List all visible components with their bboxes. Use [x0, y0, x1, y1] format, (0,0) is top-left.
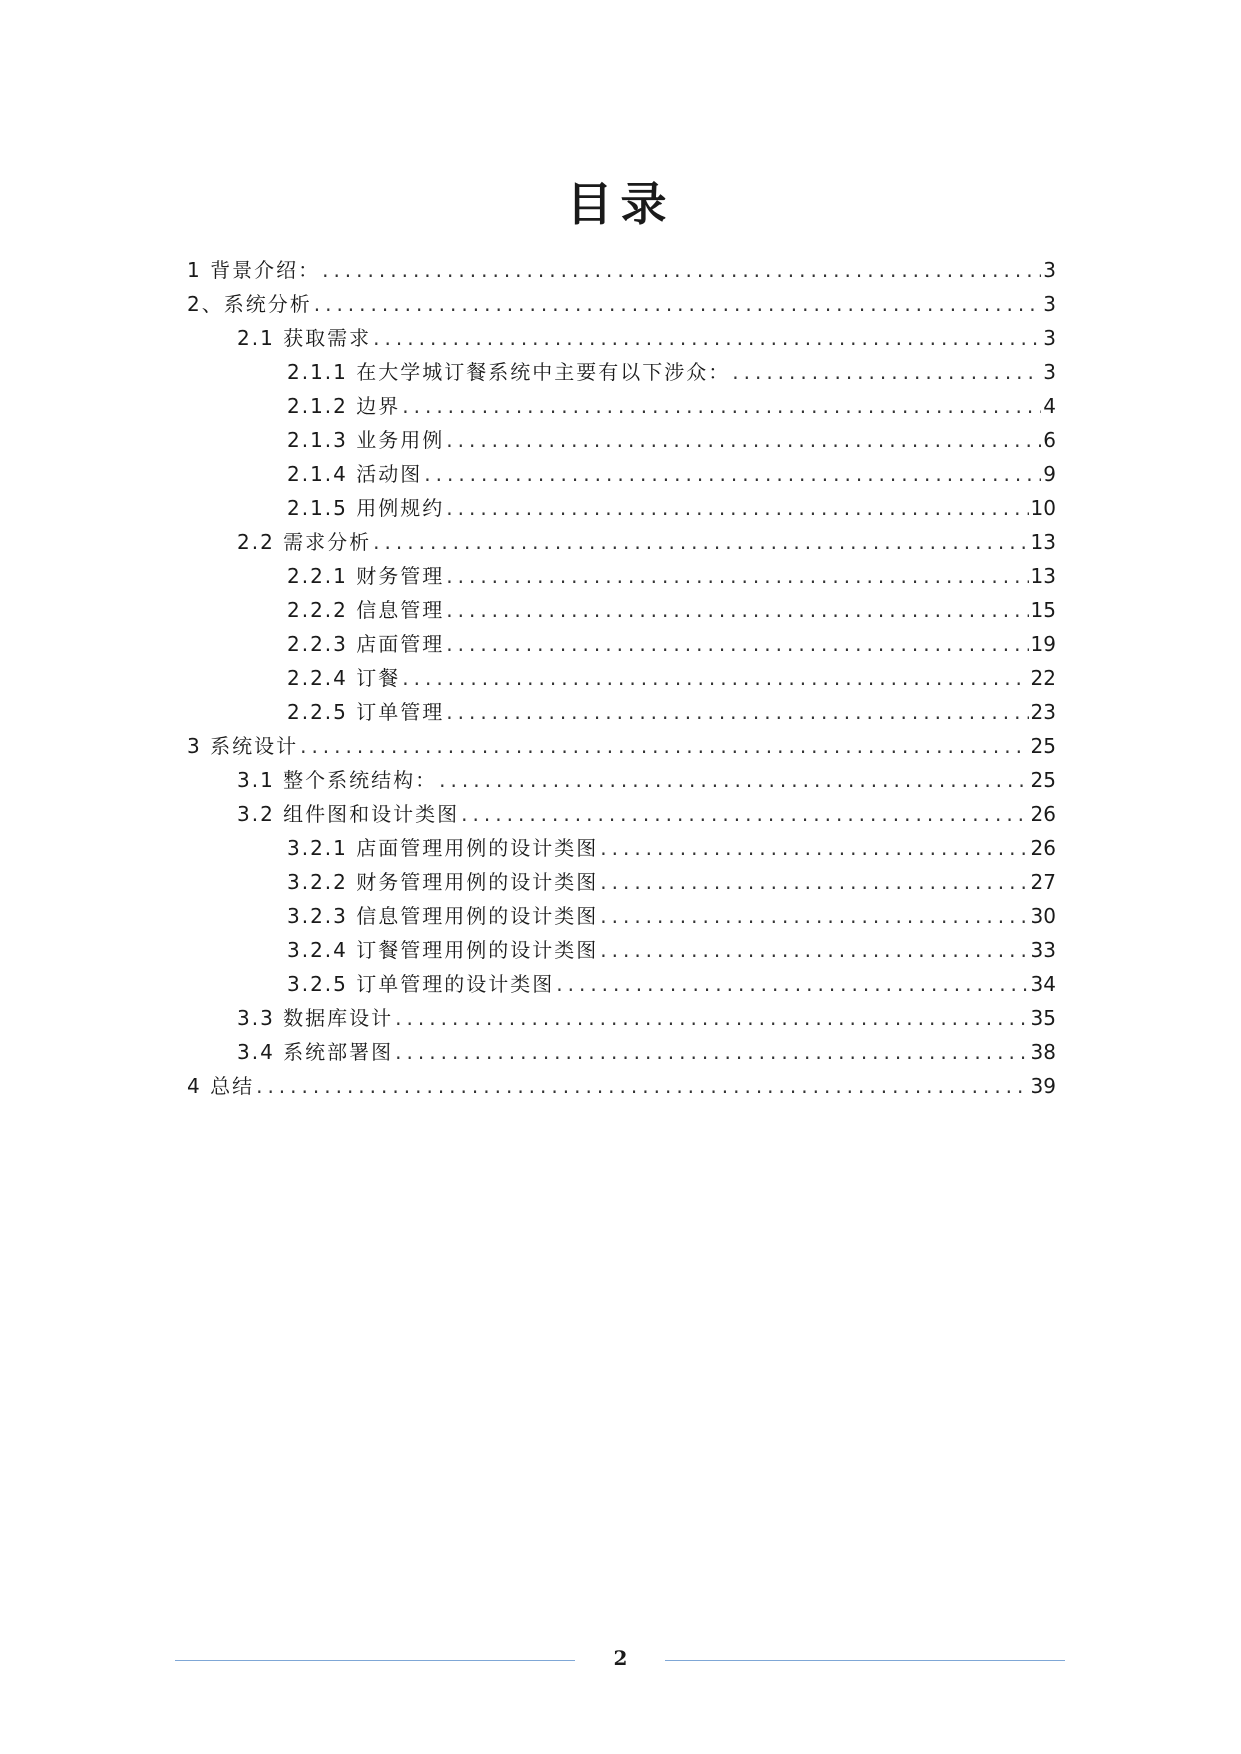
toc-entry-title: 3.4 系统部署图 [237, 1040, 394, 1064]
toc-entry[interactable] [187, 627, 1056, 661]
toc-entry-page: 3 [1043, 258, 1056, 282]
toc-entry-title: 3.2.3 信息管理用例的设计类图 [287, 904, 599, 928]
toc-entry[interactable] [187, 355, 1056, 389]
toc-dot-leader [600, 865, 1028, 899]
toc-entry-title: 1 背景介绍： [187, 258, 321, 282]
toc-dot-leader [300, 729, 1028, 763]
toc-entry[interactable] [187, 423, 1056, 457]
toc-entry[interactable] [187, 763, 1056, 797]
toc-dot-leader [424, 457, 1041, 491]
toc-entry[interactable] [187, 1035, 1056, 1069]
toc-entry[interactable] [187, 661, 1056, 695]
page-title: 目录 [566, 177, 675, 231]
toc-entry-page: 10 [1030, 496, 1056, 520]
toc-entry[interactable] [187, 831, 1056, 865]
toc-entry-title: 2.1.5 用例规约 [287, 496, 445, 520]
toc-dot-leader [600, 933, 1028, 967]
toc-entry-page: 3 [1043, 292, 1056, 316]
toc-entry-title: 2.1.1 在大学城订餐系统中主要有以下涉众： [287, 360, 731, 384]
toc-entry-title: 2.2 需求分析 [237, 530, 372, 554]
toc-entry-title: 3.2.2 财务管理用例的设计类图 [287, 870, 599, 894]
toc-entry-title: 2、系统分析 [187, 292, 312, 316]
toc-entry[interactable] [187, 967, 1056, 1001]
toc-dot-leader [446, 695, 1028, 729]
toc-dot-leader [373, 321, 1041, 355]
toc-entry-page: 30 [1030, 904, 1056, 928]
toc-entry-title: 3.2.1 店面管理用例的设计类图 [287, 836, 599, 860]
toc-entry-title: 2.2.5 订单管理 [287, 700, 445, 724]
toc-entry-title: 2.1.2 边界 [287, 394, 401, 418]
toc-dot-leader [402, 661, 1028, 695]
toc-entry-page: 6 [1043, 428, 1056, 452]
toc-entry-title: 2.2.2 信息管理 [287, 598, 445, 622]
toc-entry-page: 19 [1030, 632, 1056, 656]
toc-entry-title: 3.2.4 订餐管理用例的设计类图 [287, 938, 599, 962]
toc-entry[interactable] [187, 253, 1056, 287]
toc-entry[interactable] [187, 389, 1056, 423]
toc-dot-leader [461, 797, 1028, 831]
toc-entry[interactable] [187, 593, 1056, 627]
toc-entry-page: 3 [1043, 360, 1056, 384]
toc-dot-leader [446, 491, 1028, 525]
toc-dot-leader [556, 967, 1028, 1001]
toc-entry-page: 13 [1030, 530, 1056, 554]
toc-entry[interactable] [187, 559, 1056, 593]
toc-entry-page: 13 [1030, 564, 1056, 588]
toc-entry-page: 15 [1030, 598, 1056, 622]
toc-entry[interactable] [187, 525, 1056, 559]
toc-entry-title: 3 系统设计 [187, 734, 299, 758]
toc-dot-leader [732, 355, 1041, 389]
toc-entry-page: 39 [1030, 1074, 1056, 1098]
toc-dot-leader [446, 627, 1028, 661]
toc-entry-page: 23 [1030, 700, 1056, 724]
toc-entry-title: 3.2 组件图和设计类图 [237, 802, 460, 826]
toc-entry-title: 3.3 数据库设计 [237, 1006, 394, 1030]
toc-entry[interactable] [187, 865, 1056, 899]
toc-entry-page: 26 [1030, 802, 1056, 826]
toc-entry-page: 27 [1030, 870, 1056, 894]
toc-entry[interactable] [187, 1001, 1056, 1035]
toc-entry[interactable] [187, 797, 1056, 831]
toc-entry-title: 4 总结 [187, 1074, 255, 1098]
toc-entry[interactable] [187, 729, 1056, 763]
toc-dot-leader [402, 389, 1041, 423]
page-number: 2 [613, 1646, 628, 1670]
toc-entry-title: 2.1 获取需求 [237, 326, 372, 350]
toc-entry-page: 26 [1030, 836, 1056, 860]
toc-entry-page: 3 [1043, 326, 1056, 350]
toc-entry[interactable] [187, 933, 1056, 967]
toc-dot-leader [314, 287, 1042, 321]
toc-entry-title: 2.2.4 订餐 [287, 666, 401, 690]
toc-entry[interactable] [187, 321, 1056, 355]
toc-entry-title: 2.1.4 活动图 [287, 462, 423, 486]
toc-entry-page: 22 [1030, 666, 1056, 690]
toc-entry-page: 9 [1043, 462, 1056, 486]
toc-entry[interactable] [187, 695, 1056, 729]
toc-entry-title: 2.1.3 业务用例 [287, 428, 445, 452]
toc-entry-page: 34 [1030, 972, 1056, 996]
toc-entry-title: 3.1 整个系统结构： [237, 768, 438, 792]
toc-dot-leader [395, 1001, 1028, 1035]
toc-dot-leader [446, 593, 1028, 627]
toc-dot-leader [322, 253, 1041, 287]
toc-entry-title: 2.2.3 店面管理 [287, 632, 445, 656]
toc-entry-page: 25 [1030, 734, 1056, 758]
toc-entry[interactable] [187, 457, 1056, 491]
footer-divider-right [665, 1660, 1065, 1661]
toc-entry[interactable] [187, 1069, 1056, 1103]
table-of-contents [187, 253, 1056, 1103]
toc-dot-leader [600, 899, 1028, 933]
toc-dot-leader [256, 1069, 1028, 1103]
toc-entry-title: 3.2.5 订单管理的设计类图 [287, 972, 555, 996]
toc-entry[interactable] [187, 491, 1056, 525]
toc-dot-leader [439, 763, 1028, 797]
toc-entry-page: 33 [1030, 938, 1056, 962]
toc-entry-page: 38 [1030, 1040, 1056, 1064]
toc-entry-page: 4 [1043, 394, 1056, 418]
toc-entry[interactable] [187, 899, 1056, 933]
toc-dot-leader [373, 525, 1028, 559]
toc-dot-leader [446, 423, 1041, 457]
toc-dot-leader [395, 1035, 1028, 1069]
toc-entry-title: 2.2.1 财务管理 [287, 564, 445, 588]
toc-entry-page: 35 [1030, 1006, 1056, 1030]
toc-dot-leader [446, 559, 1028, 593]
toc-entry[interactable] [187, 287, 1056, 321]
toc-entry-page: 25 [1030, 768, 1056, 792]
toc-dot-leader [600, 831, 1028, 865]
